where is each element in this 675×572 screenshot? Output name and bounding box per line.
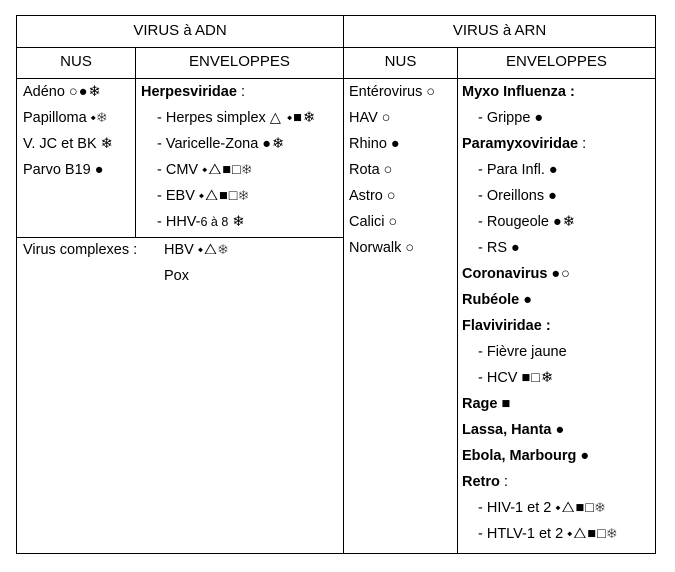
table-border-bottom	[16, 553, 656, 554]
subheader-rna-nus: NUS	[384, 53, 417, 70]
list-item: Rota ○	[349, 162, 394, 178]
list-item: Rubéole ●	[462, 292, 533, 308]
list-item: Astro ○	[349, 188, 397, 204]
list-item: - HCV ■□❄	[478, 370, 555, 386]
complex-label: Virus complexes :	[23, 242, 138, 258]
list-item: - Varicelle-Zona ●❄	[157, 136, 286, 152]
list-item: Adéno ○●❄	[23, 84, 102, 100]
rna-nus-list	[349, 79, 436, 261]
list-item: - HTLV-1 et 2 ⬩△■□❄	[478, 526, 618, 542]
list-item: Rage ■	[462, 396, 512, 412]
list-item: - Rougeole ●❄	[478, 214, 576, 230]
list-item: Myxo Influenza :	[462, 84, 575, 100]
list-item: - Grippe ●	[478, 110, 545, 126]
header-virus-adn: VIRUS à ADN	[133, 22, 227, 39]
list-item: Coronavirus ●○	[462, 266, 571, 282]
list-item: - Fièvre jaune	[478, 344, 567, 360]
list-item: Paramyxoviridae :	[462, 136, 587, 152]
list-item: Calici ○	[349, 214, 399, 230]
list-item: - Herpes simplex △ ⬩■❄	[157, 110, 317, 126]
list-item: Norwalk ○	[349, 240, 416, 256]
list-item: - RS ●	[478, 240, 521, 256]
list-item: Herpesviridae :	[141, 84, 245, 100]
list-item: HBV ⬩△❄	[164, 242, 229, 258]
list-item: Pox	[164, 268, 189, 284]
list-item: V. JC et BK ❄	[23, 136, 114, 152]
dna-nus-list	[23, 79, 114, 183]
rna-enveloppes-list	[462, 79, 618, 547]
list-item: - Oreillons ●	[478, 188, 558, 204]
list-item: Papilloma ⬩❄	[23, 110, 108, 126]
list-item: - Para Infl. ●	[478, 162, 559, 178]
subheader-dna-enveloppes: ENVELOPPES	[189, 53, 290, 70]
list-item: - HHV-6 à 8 ❄	[157, 214, 246, 230]
list-item: - HIV-1 et 2 ⬩△■□❄	[478, 500, 606, 516]
list-item: Retro :	[462, 474, 508, 490]
list-item: Parvo B19 ●	[23, 162, 105, 178]
subheader-rna-enveloppes: ENVELOPPES	[506, 53, 607, 70]
complex-list	[164, 237, 229, 289]
list-item: Flaviviridae :	[462, 318, 551, 334]
list-item: Entérovirus ○	[349, 84, 437, 100]
dna-rna-divider	[343, 15, 344, 554]
list-item: Lassa, Hanta ●	[462, 422, 566, 438]
list-item: HAV ○	[349, 110, 392, 126]
list-item: Rhino ●	[349, 136, 401, 152]
list-item: Ebola, Marbourg ●	[462, 448, 591, 464]
list-item: - CMV ⬩△■□❄	[157, 162, 253, 178]
subheader-dna-nus: NUS	[60, 53, 92, 70]
table-border-left	[16, 15, 17, 554]
rna-divider	[457, 47, 458, 554]
list-item: - EBV ⬩△■□❄	[157, 188, 250, 204]
table-border-right	[655, 15, 656, 554]
dna-enveloppes-list	[141, 79, 316, 235]
header-virus-arn: VIRUS à ARN	[452, 22, 547, 39]
